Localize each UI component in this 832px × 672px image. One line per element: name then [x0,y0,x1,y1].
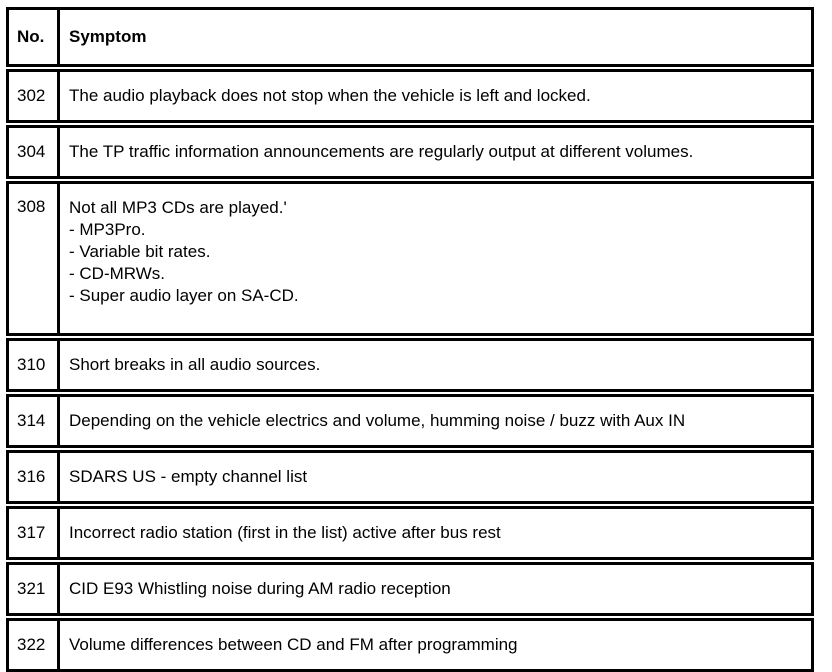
table-row [8,340,813,391]
row-number: 317 [8,508,59,559]
symptom-text: The audio playback does not stop when the vehicle is left and locked. [69,86,591,105]
header-no: No. [8,9,59,66]
symptom-list-item: - CD-MRWs. [69,264,165,283]
table-row [8,396,813,447]
header-symptom: Symptom [59,9,813,66]
row-number: 302 [8,71,59,122]
row-symptom [59,452,813,503]
row-symptom [59,340,813,391]
table-row [8,564,813,615]
row-number: 314 [8,396,59,447]
row-number: 321 [8,564,59,615]
row-number: 304 [8,127,59,178]
row-symptom [59,127,813,178]
row-symptom [59,396,813,447]
table-row [8,127,813,178]
row-symptom [59,508,813,559]
table-row [8,620,813,671]
row-number: 316 [8,452,59,503]
table-row [8,71,813,122]
row-symptom [59,71,813,122]
symptom-list-item: - MP3Pro. [69,220,146,239]
symptom-text: Incorrect radio station (first in the list) active after bus rest [69,523,501,542]
symptom-list-item: - Variable bit rates. [69,242,211,261]
symptom-text: The TP traffic information announcements are regularly output at different volumes. [69,142,694,161]
table-header-row [8,9,813,66]
symptom-table [6,7,814,672]
symptom-text: SDARS US - empty channel list [69,467,308,486]
symptom-text: Short breaks in all audio sources. [69,355,321,374]
table-row [8,452,813,503]
table-row [8,508,813,559]
symptom-text: Depending on the vehicle electrics and volume, humming noise / buzz with Aux IN [69,411,686,430]
row-number: 308 [8,183,59,335]
row-symptom [59,564,813,615]
row-symptom [59,183,813,335]
table-row [8,183,813,335]
symptom-text: Not all MP3 CDs are played.' [69,198,287,217]
row-symptom [59,620,813,671]
symptom-list-item: - Super audio layer on SA-CD. [69,286,299,305]
row-number: 310 [8,340,59,391]
row-number: 322 [8,620,59,671]
symptom-text: Volume differences between CD and FM after programming [69,635,518,654]
symptom-text: CID E93 Whistling noise during AM radio reception [69,579,451,598]
